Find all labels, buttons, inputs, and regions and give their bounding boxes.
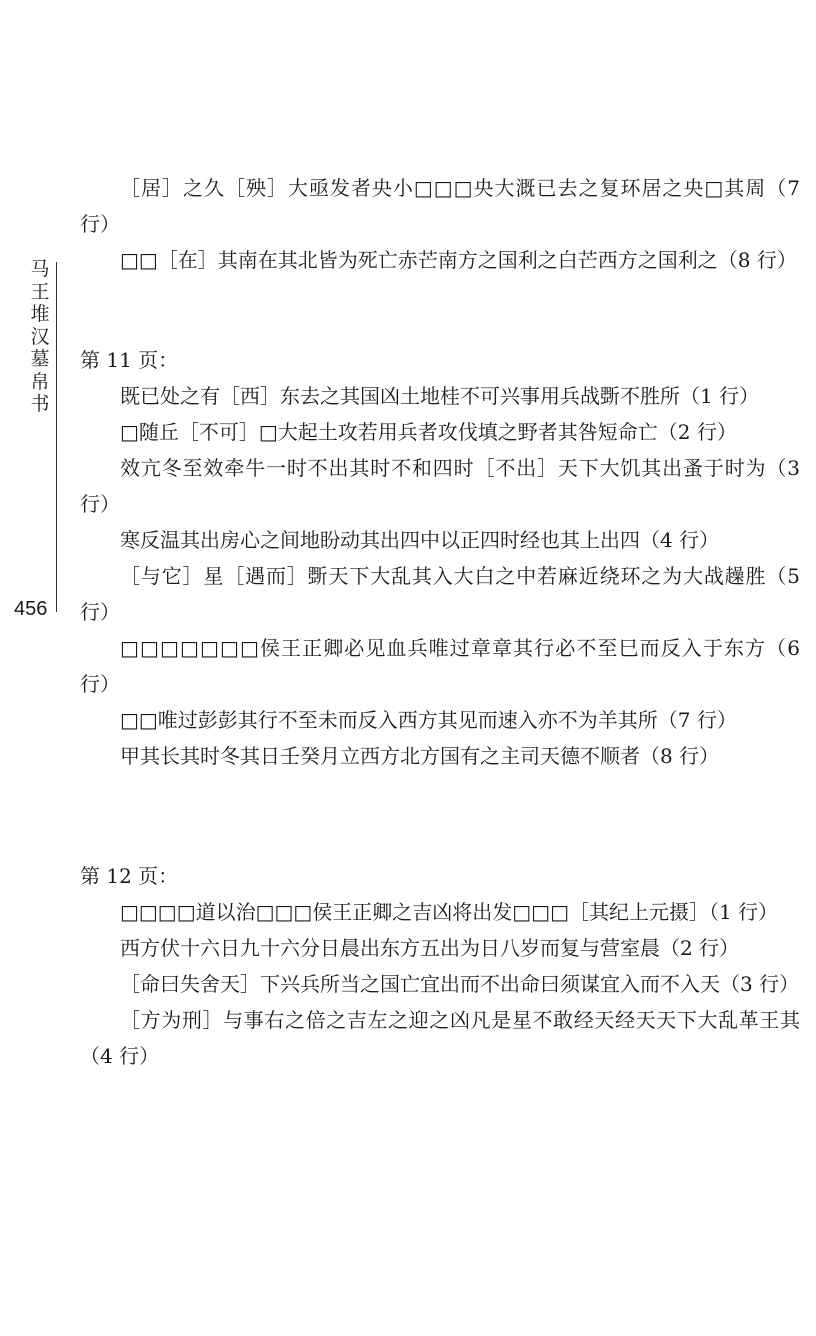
text-line: 寒反温其出房心之间地盼动其出四中以正四时经也其上出四（4 行） [120, 528, 720, 552]
text-line: □随丘［不可］□大起土攻若用兵者攻伐填之野者其咎短命亡（2 行） [120, 420, 737, 444]
text-line: 效亢冬至效牵牛一时不出其时不和四时［不出］天下大饥其出蚤于时为（3 行） [80, 456, 800, 516]
section-heading: 第 12 页： [80, 864, 179, 888]
text-line: ［与它］星［遇而］斲天下大乱其入大白之中若麻近绕环之为大战趮胜（5 行） [80, 564, 800, 624]
section-page-11 [80, 342, 800, 774]
text-line: 甲其长其时冬其日壬癸月立西方北方国有之主司天德不顺者（8 行） [120, 744, 720, 768]
page-body [80, 170, 800, 1074]
page-number: 456 [14, 598, 48, 620]
text-line: □□唯过彭彭其行不至未而反入西方其见而速入亦不为羊其所（7 行） [120, 708, 737, 732]
text-line: □□□□□□□侯王正卿必见血兵唯过章章其行必不至巳而反入于东方（6 行） [80, 636, 800, 696]
text-line: 西方伏十六日九十六分日晨出东方五出为日八岁而复与营室晨（2 行） [120, 936, 740, 960]
text-line: ［命曰失舍天］下兴兵所当之国亡宜出而不出命曰须谋宜入而不入天（3 行） [120, 972, 800, 996]
book-title-vertical: 马王堆汉墓帛书 [30, 258, 50, 415]
text-line: □□□□道以治□□□侯王正卿之吉凶将出发□□□［其纪上元摄］（1 行） [120, 900, 779, 924]
text-line: 既已处之有［西］东去之其国凶土地桂不可兴事用兵战斲不胜所（1 行） [120, 384, 760, 408]
text-line: ［居］之久［殃］大亟发者央小□□□央大溉已去之复环居之央□其周（7 行） [80, 176, 800, 236]
text-line: □□［在］其南在其北皆为死亡赤芒南方之国利之白芒西方之国利之（8 行） [120, 248, 797, 272]
margin-rule [56, 262, 57, 612]
section-page-12 [80, 858, 800, 1074]
section-heading: 第 11 页： [80, 348, 179, 372]
text-line: ［方为刑］与事右之倍之吉左之迎之凶凡是星不敢经天经天天下大乱革王其（4 行） [80, 1008, 800, 1068]
